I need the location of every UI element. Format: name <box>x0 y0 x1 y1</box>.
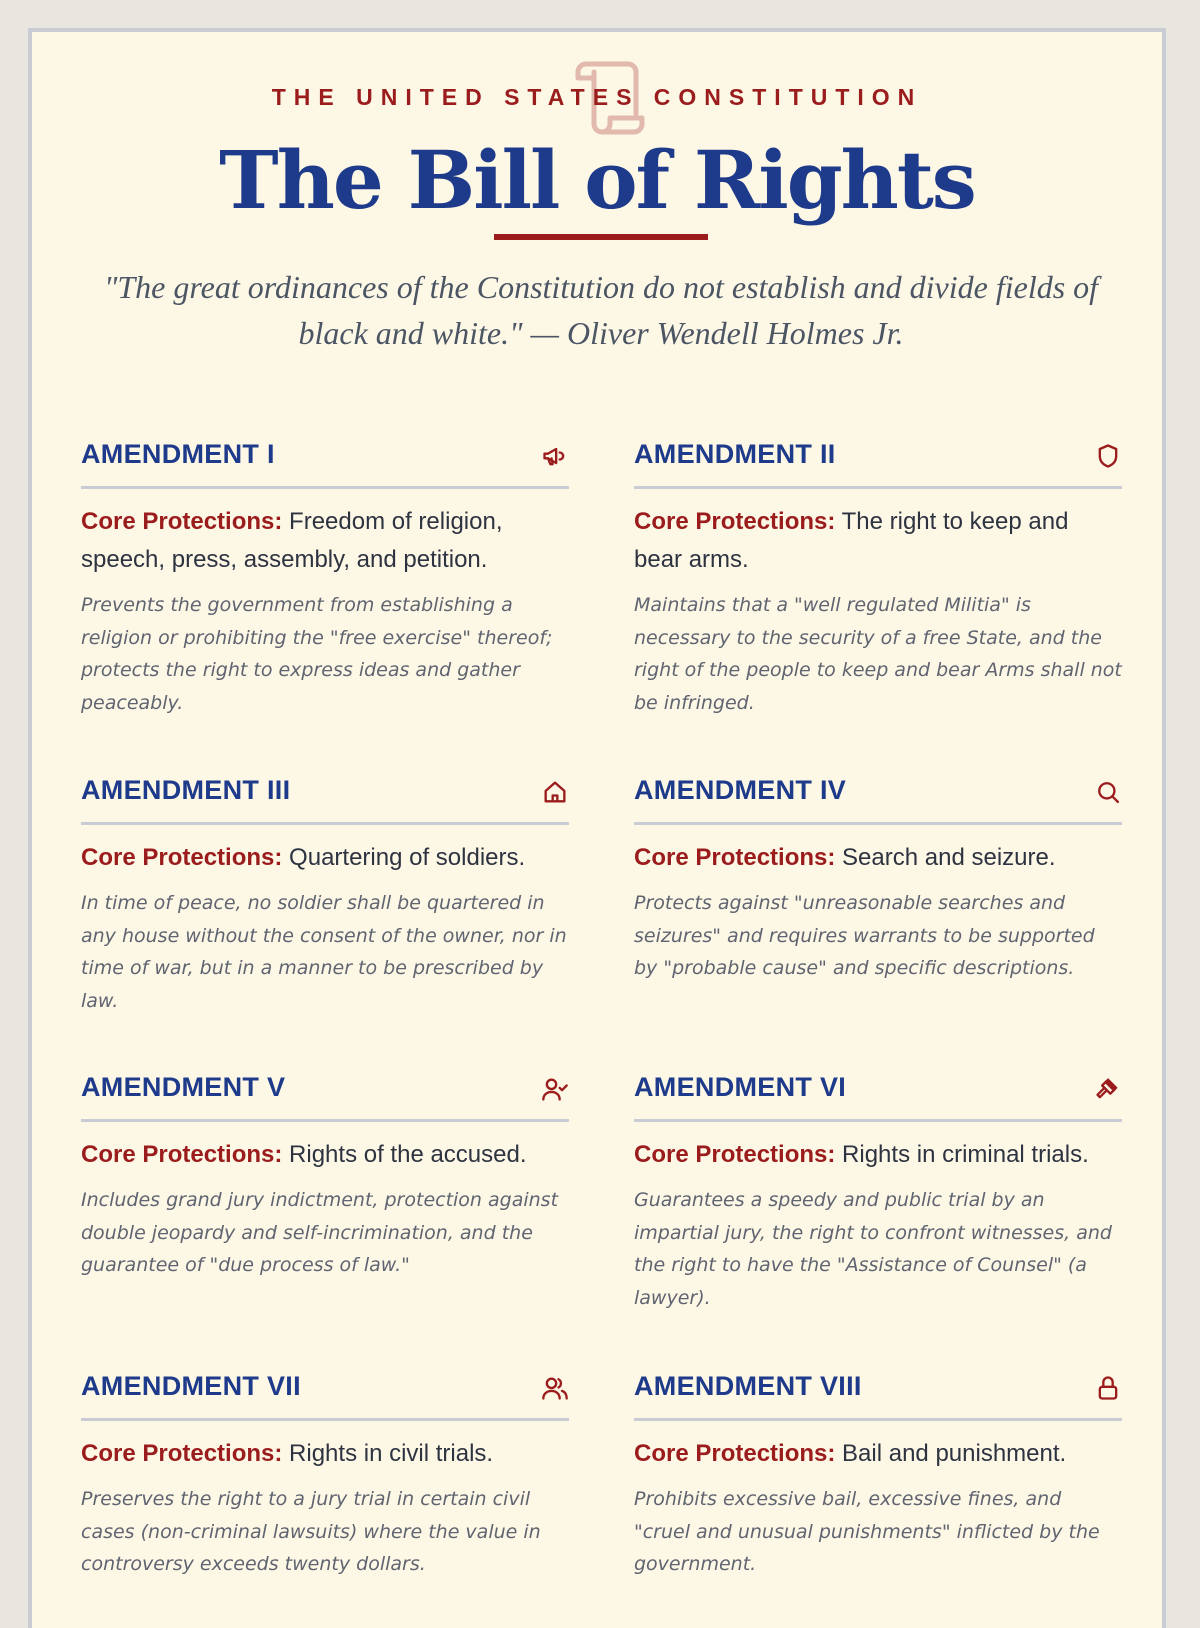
card-header <box>634 1069 1122 1122</box>
supertitle: THE UNITED STATES CONSTITUTION <box>271 84 923 110</box>
amendment-detail: Guarantees a speedy and public trial by an impartial jury, the right to confront witnesses, and the right to have the "Assistance of Counsel" (a lawyer). <box>634 1189 1112 1309</box>
core-label: Core Protections: <box>634 1141 836 1168</box>
core-text: Bail and punishment. <box>842 1440 1067 1467</box>
amendment-title: AMENDMENT VI <box>634 1072 847 1102</box>
document-page <box>28 28 1166 1628</box>
card-header <box>634 436 1122 489</box>
amendment-title: AMENDMENT I <box>81 439 275 469</box>
card-header <box>81 1368 569 1421</box>
amendment-title: AMENDMENT II <box>634 439 836 469</box>
search-icon <box>1094 778 1122 806</box>
amendment-detail: Protects against "unreasonable searches and seizures" and requires warrants to be supported by "probable cause" and specific descriptions. <box>634 892 1095 979</box>
amendment-card-8 <box>634 1368 1122 1581</box>
amendment-title: AMENDMENT V <box>81 1072 286 1102</box>
amendment-card-2 <box>634 436 1122 719</box>
core-protections <box>634 1136 1122 1174</box>
card-header <box>81 436 569 489</box>
core-label: Core Protections: <box>634 508 836 535</box>
core-protections <box>634 1435 1122 1473</box>
users-icon <box>541 1374 569 1402</box>
gavel-icon <box>1094 1075 1122 1103</box>
core-text: Rights of the accused. <box>289 1141 527 1168</box>
amendment-card-6 <box>634 1069 1122 1314</box>
amendment-card-3 <box>81 772 569 1017</box>
core-protections <box>81 1136 569 1174</box>
amendment-detail: Preserves the right to a jury trial in certain civil cases (non-criminal lawsuits) where the value in controversy exceeds twenty dollars. <box>81 1488 541 1575</box>
core-label: Core Protections: <box>81 508 283 535</box>
title-divider <box>494 234 708 240</box>
core-label: Core Protections: <box>81 1440 283 1467</box>
house-icon <box>541 778 569 806</box>
amendment-detail: In time of peace, no soldier shall be quartered in any house without the consent of the owner, nor in time of war, but in a manner to be prescribed by law. <box>81 892 567 1012</box>
amendment-card-4 <box>634 772 1122 985</box>
core-text: Freedom of religion, speech, press, assembly, and petition. <box>81 508 503 573</box>
shield-icon <box>1094 442 1122 470</box>
megaphone-icon <box>541 442 569 470</box>
core-text: Search and seizure. <box>842 844 1056 871</box>
core-text: Rights in civil trials. <box>289 1440 494 1467</box>
core-label: Core Protections: <box>634 1440 836 1467</box>
page-title: The Bill of Rights <box>219 133 975 227</box>
amendment-detail: Maintains that a "well regulated Militia" is necessary to the security of a free State, and the right of the people to keep and bear Arms shall not be infringed. <box>634 594 1122 714</box>
amendment-detail: Includes grand jury indictment, protection against double jeopardy and self-incrimination, and the guarantee of "due process of law." <box>81 1189 559 1276</box>
amendment-title: AMENDMENT VIII <box>634 1371 862 1401</box>
card-header <box>634 1368 1122 1421</box>
core-text: Rights in criminal trials. <box>842 1141 1089 1168</box>
core-protections <box>634 839 1122 877</box>
amendment-title: AMENDMENT VII <box>81 1371 301 1401</box>
card-header <box>81 1069 569 1122</box>
core-label: Core Protections: <box>634 844 836 871</box>
core-text: The right to keep and bear arms. <box>634 508 1069 573</box>
core-label: Core Protections: <box>81 844 283 871</box>
epigraph-quote: "The great ordinances of the Constitution do not establish and divide fields of black and white." — Oliver Wendell Holmes Jr. <box>103 269 1099 351</box>
amendment-title: AMENDMENT IV <box>634 775 847 805</box>
amendment-detail: Prevents the government from establishing a religion or prohibiting the "free exercise" thereof; protects the right to express ideas and gather peaceably. <box>81 594 553 714</box>
lock-icon <box>1094 1374 1122 1402</box>
card-header <box>634 772 1122 825</box>
core-text: Quartering of soldiers. <box>289 844 526 871</box>
user-check-icon <box>541 1075 569 1103</box>
card-header <box>81 772 569 825</box>
core-protections <box>81 503 569 579</box>
amendment-detail: Prohibits excessive bail, excessive fines, and "cruel and unusual punishments" inflicted by the government. <box>634 1488 1100 1575</box>
amendment-card-7 <box>81 1368 569 1581</box>
core-protections <box>81 839 569 877</box>
core-protections <box>634 503 1122 579</box>
amendment-card-5 <box>81 1069 569 1282</box>
core-label: Core Protections: <box>81 1141 283 1168</box>
core-protections <box>81 1435 569 1473</box>
amendment-card-1 <box>81 436 569 719</box>
amendment-title: AMENDMENT III <box>81 775 291 805</box>
